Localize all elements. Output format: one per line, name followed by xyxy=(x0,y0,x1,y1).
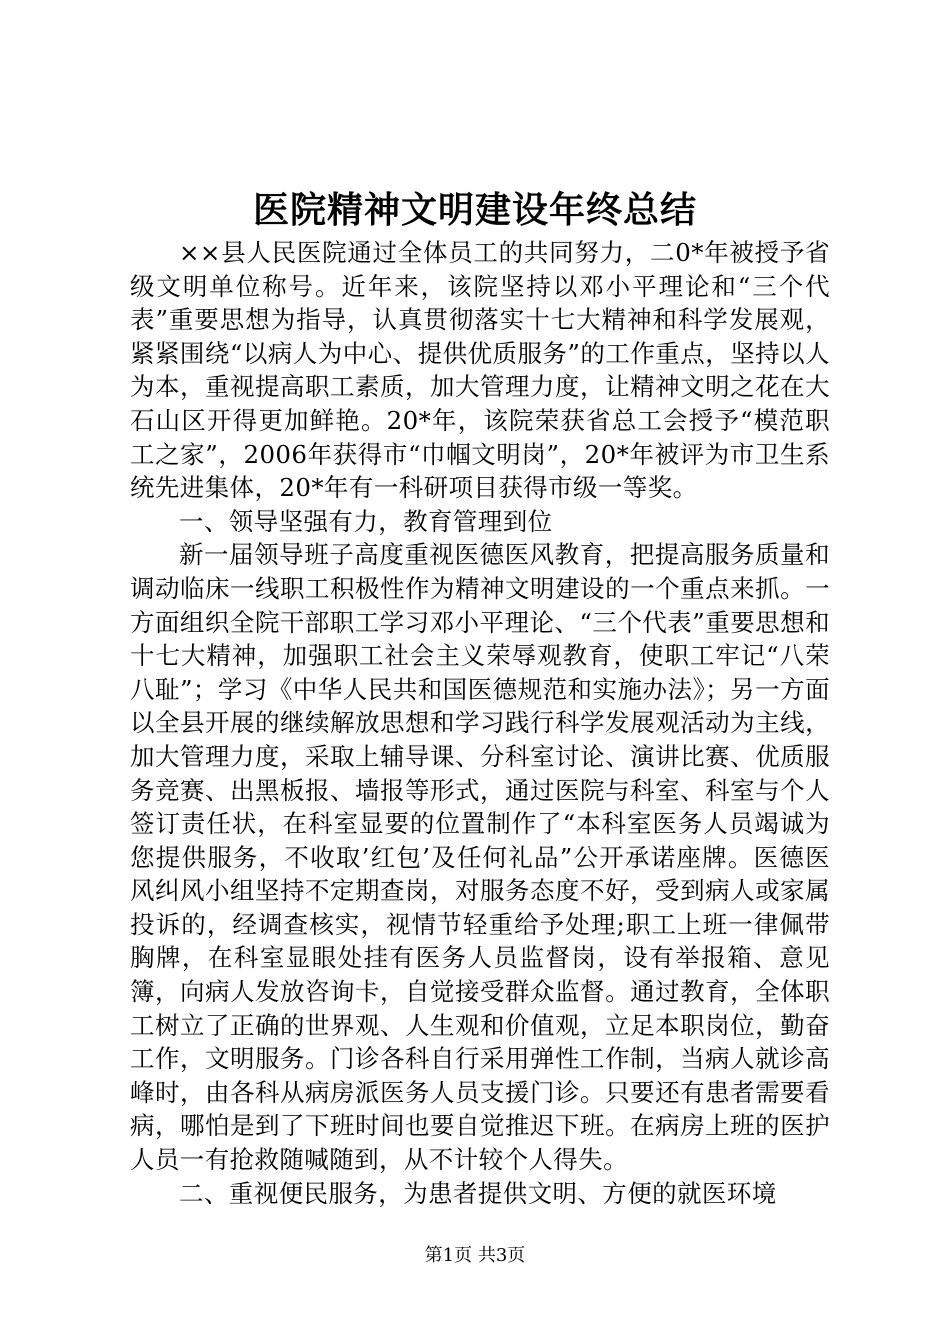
document-title: 医院精神文明建设年终总结 xyxy=(252,189,697,231)
section-heading-2: 二、重视便民服务，为患者提供文明、方便的就医环境 xyxy=(179,1178,777,1208)
page-footer: 第1页 共3页 xyxy=(424,1245,526,1266)
section-heading-1: 一、领导坚强有力，教育管理到位 xyxy=(179,506,553,536)
intro-paragraph: ××县人民医院通过全体员工的共同努力，二0*年被授予省级文明单位称号。近年来，该院坚持以邓小平理论和“三个代表”重要思想为指导，认真贯彻落实十七大精神和科学发展观，紧紧围绕“以病人为中心、提供优质服务”的工作重点，坚持以人为本，重视提高职工素质，加大管理力度，让精神文明之花在大石山区开得更加鲜艳。20*年，该院荣获省总工会授予“模范职工之家”，2006年获得市“巾帼文明岗”，20*年被评为市卫生系统先进集体，20*年有一科研项目获得市级一等奖。 xyxy=(130,238,830,503)
document-body xyxy=(130,236,830,1210)
section-1-paragraph: 新一届领导班子高度重视医德医风教育，把提高服务质量和调动临床一线职工积极性作为精神文明建设的一个重点来抓。一方面组织全院干部职工学习邓小平理论、“三个代表”重要思想和十七大精神，加强职工社会主义荣辱观教育，使职工牢记“八荣八耻”；学习《中华人民共和国医德规范和实施办法》；另一方面以全县开展的继续解放思想和学习践行科学发展观活动为主线，加大管理力度，采取上辅导课、分科室讨论、演讲比赛、优质服务竞赛、出黑板报、墙报等形式，通过医院与科室、科室与个人签订责任状，在科室显要的位置制作了“本科室医务人员竭诚为您提供服务，不收取’红包’及任何礼品”公开承诺座牌。医德医风纠风小组坚持不定期查岗，对服务态度不好，受到病人或家属投诉的，经调查核实，视情节轻重给予处理;职工上班一律佩带胸牌，在科室显眼处挂有医务人员监督岗，设有举报箱、意见簿，向病人发放咨询卡，自觉接受群众监督。通过教育，全体职工树立了正确的世界观、人生观和价值观，立足本职岗位，勤奋工作，文明服务。门诊各科自行采用弹性工作制，当病人就诊高峰时，由各科从病房派医务人员支援门诊。只要还有患者需要看病，哪怕是到了下班时间也要自觉推迟下班。在病房上班的医护人员一有抢救随喊随到，从不计较个人得失。 xyxy=(130,540,830,1175)
